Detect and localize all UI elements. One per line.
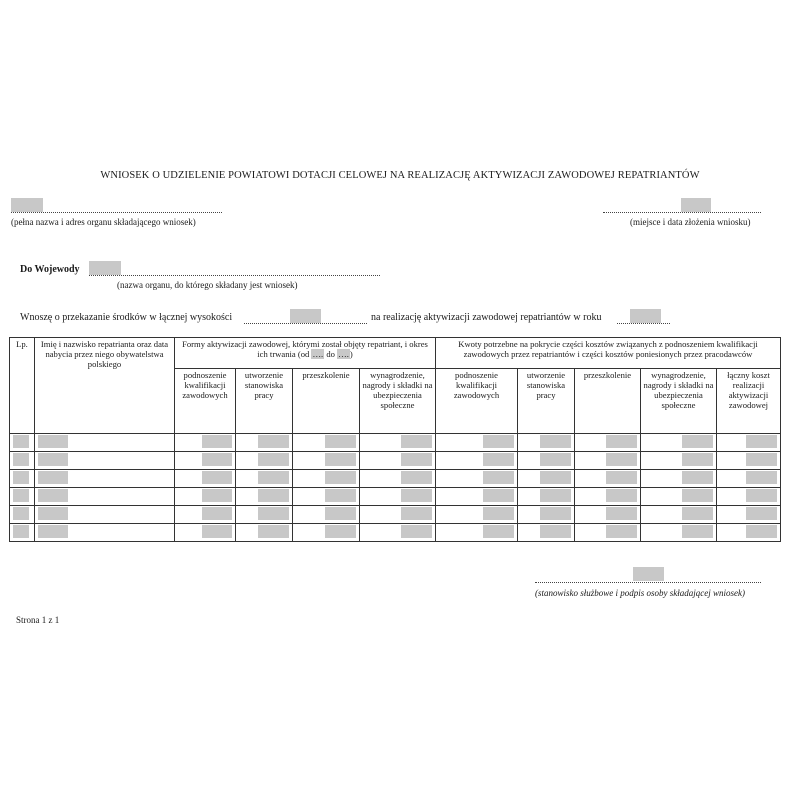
cell-input-field[interactable] xyxy=(540,507,571,520)
group-amounts-header: Kwoty potrzebne na pokrycie części kosztów związanych z podnoszeniem kwalifikacji zawodowych przez repatriantów i części kosztów poniesionych przez pracodawców xyxy=(436,338,781,369)
value-cell xyxy=(575,506,641,524)
value-cell xyxy=(436,524,518,542)
cell-input-field[interactable] xyxy=(540,435,571,448)
document-title: WNIOSEK O UDZIELENIE POWIATOWI DOTACJI CELOWEJ NA REALIZACJĘ AKTYWIZACJI ZAWODOWEJ REPATRIANTÓW xyxy=(100,170,700,181)
value-cell xyxy=(436,488,518,506)
cell-input-field[interactable] xyxy=(746,435,777,448)
cell-input-field[interactable] xyxy=(202,525,232,538)
cell-input-field[interactable] xyxy=(540,471,571,484)
cell-input-field[interactable] xyxy=(483,435,514,448)
sub-header: utworzenie stanowiska pracy xyxy=(236,369,293,434)
value-cell xyxy=(360,434,436,452)
repatriants-table xyxy=(9,337,781,542)
cell-input-field[interactable] xyxy=(606,489,637,502)
recipient-label: Do Wojewody xyxy=(20,264,80,275)
name-cell xyxy=(35,434,175,452)
cell-input-field[interactable] xyxy=(483,489,514,502)
cell-input-field[interactable] xyxy=(401,525,432,538)
period-to-field[interactable]: …. xyxy=(338,348,349,359)
cell-input-field[interactable] xyxy=(540,525,571,538)
sub-header: przeszkolenie xyxy=(575,369,641,434)
cell-input-field[interactable] xyxy=(606,435,637,448)
value-cell xyxy=(236,524,293,542)
value-cell xyxy=(436,434,518,452)
cell-input-field[interactable] xyxy=(202,435,232,448)
value-cell xyxy=(175,434,236,452)
lp-cell xyxy=(10,488,35,506)
value-cell xyxy=(293,452,360,470)
value-cell xyxy=(236,470,293,488)
sub-header: wynagrodzenie, nagrody i składki na ubezpieczenia społeczne xyxy=(641,369,717,434)
lp-cell xyxy=(10,452,35,470)
value-cell xyxy=(575,524,641,542)
value-cell xyxy=(175,452,236,470)
value-cell xyxy=(518,506,575,524)
value-cell xyxy=(360,488,436,506)
value-cell xyxy=(293,524,360,542)
cell-input-field[interactable] xyxy=(13,471,29,484)
cell-input-field[interactable] xyxy=(401,435,432,448)
value-cell xyxy=(518,524,575,542)
cell-input-field[interactable] xyxy=(38,489,68,502)
cell-input-field[interactable] xyxy=(325,453,356,466)
cell-input-field[interactable] xyxy=(606,471,637,484)
lp-cell xyxy=(10,506,35,524)
cell-input-field[interactable] xyxy=(401,489,432,502)
year-dotline xyxy=(617,323,670,324)
value-cell xyxy=(360,470,436,488)
cell-input-field[interactable] xyxy=(38,507,68,520)
group-forms-header: Formy aktywizacji zawodowej, którymi został objęty repatriant, i okres ich trwania (od …. do ….) xyxy=(175,338,436,369)
recipient-caption: (nazwa organu, do którego składany jest wniosek) xyxy=(117,280,298,290)
period-from-field[interactable]: …. xyxy=(312,348,324,359)
value-cell xyxy=(717,470,781,488)
table-row xyxy=(10,470,781,488)
cell-input-field[interactable] xyxy=(682,453,713,466)
cell-input-field[interactable] xyxy=(258,453,289,466)
cell-input-field[interactable] xyxy=(606,453,637,466)
value-cell xyxy=(575,470,641,488)
cell-input-field[interactable] xyxy=(202,471,232,484)
value-cell xyxy=(641,434,717,452)
cell-input-field[interactable] xyxy=(483,507,514,520)
value-cell xyxy=(293,488,360,506)
amount-field[interactable] xyxy=(290,309,321,323)
value-cell xyxy=(436,470,518,488)
cell-input-field[interactable] xyxy=(258,525,289,538)
place-date-field[interactable] xyxy=(681,198,711,212)
cell-input-field[interactable] xyxy=(13,525,29,538)
place-date-caption: (miejsce i data złożenia wniosku) xyxy=(630,217,751,227)
sub-header: przeszkolenie xyxy=(293,369,360,434)
value-cell xyxy=(360,524,436,542)
cell-input-field[interactable] xyxy=(746,525,777,538)
cell-input-field[interactable] xyxy=(682,525,713,538)
col-lp-header: Lp. xyxy=(10,338,35,434)
value-cell xyxy=(293,470,360,488)
cell-input-field[interactable] xyxy=(540,453,571,466)
value-cell xyxy=(436,506,518,524)
cell-input-field[interactable] xyxy=(202,489,232,502)
applicant-caption: (pełna nazwa i adres organu składającego wniosek) xyxy=(11,217,196,227)
applicant-name-field[interactable] xyxy=(11,198,43,212)
value-cell xyxy=(293,506,360,524)
cell-input-field[interactable] xyxy=(258,435,289,448)
name-cell xyxy=(35,524,175,542)
cell-input-field[interactable] xyxy=(258,489,289,502)
signature-caption: (stanowisko służbowe i podpis osoby składającej wniosek) xyxy=(535,588,745,598)
value-cell xyxy=(575,434,641,452)
cell-input-field[interactable] xyxy=(13,489,29,502)
sub-header: wynagrodzenie, nagrody i składki na ubezpieczenia społeczne xyxy=(360,369,436,434)
cell-input-field[interactable] xyxy=(483,471,514,484)
cell-input-field[interactable] xyxy=(202,453,232,466)
cell-input-field[interactable] xyxy=(325,507,356,520)
table-row xyxy=(10,488,781,506)
lp-cell xyxy=(10,434,35,452)
value-cell xyxy=(717,452,781,470)
value-cell xyxy=(717,506,781,524)
cell-input-field[interactable] xyxy=(746,507,777,520)
value-cell xyxy=(436,452,518,470)
value-cell xyxy=(236,506,293,524)
cell-input-field[interactable] xyxy=(202,507,232,520)
cell-input-field[interactable] xyxy=(325,471,356,484)
table-row xyxy=(10,452,781,470)
cell-input-field[interactable] xyxy=(682,435,713,448)
cell-input-field[interactable] xyxy=(38,453,68,466)
value-cell xyxy=(236,434,293,452)
value-cell xyxy=(641,452,717,470)
value-cell xyxy=(175,470,236,488)
col-name-header: Imię i nazwisko repatrianta oraz data nabycia przez niego obywatelstwa polskiego xyxy=(35,338,175,434)
name-cell xyxy=(35,452,175,470)
cell-input-field[interactable] xyxy=(606,525,637,538)
value-cell xyxy=(175,506,236,524)
value-cell xyxy=(360,506,436,524)
cell-input-field[interactable] xyxy=(401,453,432,466)
cell-input-field[interactable] xyxy=(746,471,777,484)
value-cell xyxy=(717,434,781,452)
value-cell xyxy=(641,488,717,506)
value-cell xyxy=(236,488,293,506)
sub-header: podnoszenie kwalifikacji zawodowych xyxy=(175,369,236,434)
signature-dotline xyxy=(535,582,761,583)
value-cell xyxy=(641,524,717,542)
value-cell xyxy=(360,452,436,470)
value-cell xyxy=(717,524,781,542)
cell-input-field[interactable] xyxy=(606,507,637,520)
cell-input-field[interactable] xyxy=(325,435,356,448)
table-row xyxy=(10,434,781,452)
cell-input-field[interactable] xyxy=(13,453,29,466)
value-cell xyxy=(641,506,717,524)
value-cell xyxy=(518,488,575,506)
value-cell xyxy=(175,488,236,506)
year-field[interactable] xyxy=(630,309,661,323)
sub-header: podnoszenie kwalifikacji zawodowych xyxy=(436,369,518,434)
cell-input-field[interactable] xyxy=(682,471,713,484)
cell-input-field[interactable] xyxy=(483,453,514,466)
page-number: Strona 1 z 1 xyxy=(16,615,60,625)
lp-cell xyxy=(10,524,35,542)
value-cell xyxy=(293,434,360,452)
cell-input-field[interactable] xyxy=(38,471,68,484)
signature-field[interactable] xyxy=(633,567,664,581)
value-cell xyxy=(518,434,575,452)
cell-input-field[interactable] xyxy=(258,471,289,484)
recipient-field[interactable] xyxy=(89,261,121,275)
value-cell xyxy=(236,452,293,470)
cell-input-field[interactable] xyxy=(746,453,777,466)
sub-header: łączny koszt realizacji aktywizacji zawodowej xyxy=(717,369,781,434)
sub-header: utworzenie stanowiska pracy xyxy=(518,369,575,434)
amount-dotline xyxy=(244,323,367,324)
value-cell xyxy=(641,470,717,488)
cell-input-field[interactable] xyxy=(325,525,356,538)
name-cell xyxy=(35,488,175,506)
cell-input-field[interactable] xyxy=(13,507,29,520)
request-text-before: Wnoszę o przekazanie środków w łącznej wysokości xyxy=(20,312,233,323)
cell-input-field[interactable] xyxy=(13,435,29,448)
value-cell xyxy=(575,488,641,506)
request-text-middle: na realizację aktywizacji zawodowej repatriantów w roku xyxy=(371,312,602,323)
value-cell xyxy=(175,524,236,542)
cell-input-field[interactable] xyxy=(325,489,356,502)
value-cell xyxy=(518,470,575,488)
recipient-dotline xyxy=(89,275,380,276)
name-cell xyxy=(35,470,175,488)
cell-input-field[interactable] xyxy=(401,471,432,484)
name-cell xyxy=(35,506,175,524)
place-date-dotline xyxy=(603,212,761,213)
cell-input-field[interactable] xyxy=(540,489,571,502)
table-row xyxy=(10,524,781,542)
cell-input-field[interactable] xyxy=(401,507,432,520)
value-cell xyxy=(717,488,781,506)
cell-input-field[interactable] xyxy=(746,489,777,502)
cell-input-field[interactable] xyxy=(258,507,289,520)
lp-cell xyxy=(10,470,35,488)
cell-input-field[interactable] xyxy=(682,507,713,520)
cell-input-field[interactable] xyxy=(682,489,713,502)
applicant-dotline xyxy=(11,212,222,213)
table-row xyxy=(10,506,781,524)
cell-input-field[interactable] xyxy=(38,525,68,538)
value-cell xyxy=(575,452,641,470)
value-cell xyxy=(518,452,575,470)
cell-input-field[interactable] xyxy=(38,435,68,448)
cell-input-field[interactable] xyxy=(483,525,514,538)
